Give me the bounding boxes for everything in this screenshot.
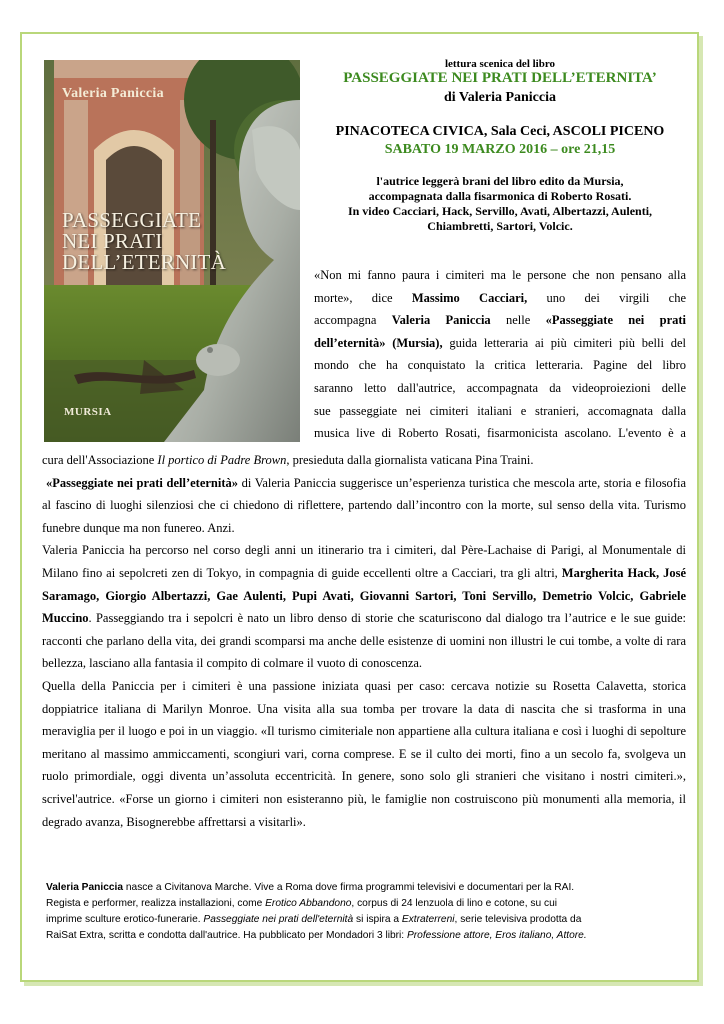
text-line: mondo che ha conquistato la critica letteraria. Pagine del libro bbox=[314, 358, 686, 373]
paragraph-2 bbox=[42, 472, 686, 540]
event-title: PASSEGGIATE NEI PRATI DELL’ETERNITA’ bbox=[343, 70, 657, 86]
text-run: , corpus di 24 lenzuola di lino e cotone, su cui bbox=[351, 898, 557, 909]
text-run: , serie televisiva prodotta da bbox=[454, 914, 582, 925]
text-run-bold: «Passeggiate nei prati dell’eternità» bbox=[46, 475, 239, 490]
event-info-line: In video Cacciari, Hack, Servillo, Avati, Albertazzi, Aulenti, bbox=[347, 204, 653, 218]
text-run-bold: Massimo Cacciari, bbox=[411, 290, 528, 305]
cover-title bbox=[62, 210, 226, 273]
text-run: , presieduta dalla giornalista vaticana Pina Traini. bbox=[286, 453, 534, 467]
text-line: saranno letto dall'autrice, accompagnata da videoproiezioni delle bbox=[314, 380, 686, 395]
text-run-italic: Extraterreni bbox=[401, 914, 455, 925]
paragraph-3 bbox=[42, 539, 686, 675]
text-line: sue passeggiate nei cimiteri italiani e stranieri, accomagnata dalla bbox=[314, 403, 686, 418]
text-run-bold: «Passeggiate nei prati bbox=[545, 313, 686, 328]
paragraph-1-end bbox=[42, 449, 686, 472]
paragraph-4: Quella della Paniccia per i cimiteri è una passione iniziata quasi per caso: cercava notizie su Rosetta Calavetta, storica doppiatrice italiana di Marilyn Monroe. Una visita alla sua tomba per trovare la data di nascita che si trasforma in una meraviglia per il luogo e poi in un viaggio. «Il turismo cimiteriale non appartiene alla cultura italiana e così i luoghi di sepolture meritano al massimo ammiccamenti, scongiuri vari, corna comprese. E se il culto dei morti, fino a un secolo fa, svolgeva un ruolo primordiale, oggi diventa un’assoluta eccentricità. In genere, sono solo gli stranieri che visitano i nostri cimiteri.», scrivel'autrice. «Forse un giorno i cimiteri non esisteranno più, le famiglie non costruiscono più monumenti alla memoria, il degrado avanza, Bisognerebbe affrettarsi a visitarli». bbox=[42, 678, 686, 829]
text-run-italic: Professione attore, Eros italiano, Attore. bbox=[406, 930, 587, 941]
intro-label: lettura scenica del libro bbox=[444, 58, 556, 70]
text-run-italic: Il portico di Padre Brown bbox=[157, 453, 287, 467]
event-info-line: accompagnata dalla fisarmonica di Roberto Rosati. bbox=[368, 189, 632, 203]
bio-line bbox=[46, 880, 686, 896]
text-run-bold: Valeria Paniccia bbox=[391, 313, 491, 328]
text-run: nelle bbox=[490, 313, 546, 328]
text-run: . Passeggiando tra i sepolcri è nato un libro denso di storie che scaturiscono dal dialogo tra l’autrice e le sue guide: racconti che parlano della vita, dei grandi scomparsi ma anche delle esistenze di uomini non illustri le cui tombe, a volte di rara bellezza, lasciano alla fantasia il compito di colmare il vuoto di conoscenza. bbox=[42, 611, 686, 671]
event-author: di Valeria Paniccia bbox=[444, 90, 556, 105]
text-line bbox=[314, 309, 686, 332]
text-run: cura dell'Associazione bbox=[42, 453, 158, 467]
text-run: di Valeria Paniccia suggerisce un’esperienza turistica che mescola arte, storia e filosofia al fascino di luoghi silenziosi che ci chiedono di riflettere, partendo dall’incontro con la morte, sul senso della vita. Turismo funebre dunque ma non funereo. Anzi. bbox=[42, 475, 686, 535]
bio-line bbox=[46, 896, 686, 912]
text-run-bold: Margherita Hack, José Saramago, Giorgio Albertazzi, Gae Aulenti, Pupi Avati, Giovanni Sartori, Toni Servillo, Demetrio Volcic, Gabriele Muccino bbox=[42, 565, 686, 626]
cover-publisher: MURSIA bbox=[64, 406, 112, 418]
text-run: guida letteraria ai più cimiteri più belli del bbox=[442, 335, 686, 350]
event-info-line: l'autrice leggerà brani del libro edito da Mursia, bbox=[376, 174, 624, 188]
frame-shadow-bottom bbox=[24, 982, 703, 986]
cover-title-line: DELL’ETERNITÀ bbox=[62, 250, 226, 274]
event-venue: PINACOTECA CIVICA, Sala Ceci, ASCOLI PICENO bbox=[335, 124, 665, 139]
text-line: «Non mi fanno paura i cimiteri ma le persone che non pensano alla bbox=[314, 268, 686, 282]
event-info bbox=[300, 174, 700, 234]
text-run: si ispira a bbox=[353, 914, 402, 925]
cover-title-line: PASSEGGIATE bbox=[62, 208, 202, 232]
text-run-bold: dell’eternità» (Mursia), bbox=[314, 335, 443, 350]
text-run-italic: Erotico Abbandono bbox=[265, 898, 352, 909]
text-line bbox=[314, 287, 686, 310]
body-wide bbox=[42, 449, 686, 833]
book-cover-image bbox=[44, 60, 300, 442]
text-run-italic: Passeggiate nei prati dell'eternità bbox=[203, 914, 354, 925]
cover-author: Valeria Paniccia bbox=[62, 86, 164, 101]
event-date: SABATO 19 MARZO 2016 – ore 21,15 bbox=[384, 142, 616, 157]
text-line bbox=[314, 332, 686, 355]
text-run: morte», dice bbox=[314, 290, 412, 305]
bio-line bbox=[46, 912, 686, 928]
text-run: uno dei virgili che bbox=[527, 290, 687, 305]
text-run: imprime sculture erotico-funerarie. bbox=[46, 914, 204, 925]
bio-line bbox=[46, 928, 686, 944]
text-run: RaiSat Extra, scritta e condotta dall'autrice. Ha pubblicato per Mondadori 3 libri: bbox=[46, 930, 407, 941]
paragraph-1-narrow bbox=[314, 264, 686, 445]
text-run: nasce a Civitanova Marche. Vive a Roma dove firma programmi televisivi e documentari per la RAI. bbox=[123, 882, 575, 893]
author-bio bbox=[46, 880, 686, 944]
text-run: Valeria Paniccia ha percorso nel corso degli anni un itinerario tra i cimiteri, dal Père-Lachaise di Parigi, al Monumentale di Milano fino ai sepolcreti zen di Tokyo, in compagnia di guide eccellenti oltre a Cacciari, tra gli altri, bbox=[42, 543, 686, 580]
text-line: musica live di Roberto Rosati, fisarmonicista ascolano. L'evento è a bbox=[314, 426, 686, 441]
text-run-bold: Valeria Paniccia bbox=[46, 882, 124, 893]
text-run: Regista e performer, realizza installazioni, come bbox=[46, 898, 266, 909]
cover-title-line: NEI PRATI bbox=[62, 229, 163, 253]
text-run: accompagna bbox=[314, 313, 392, 328]
event-info-line: Chiambretti, Sartori, Volcic. bbox=[427, 219, 573, 233]
